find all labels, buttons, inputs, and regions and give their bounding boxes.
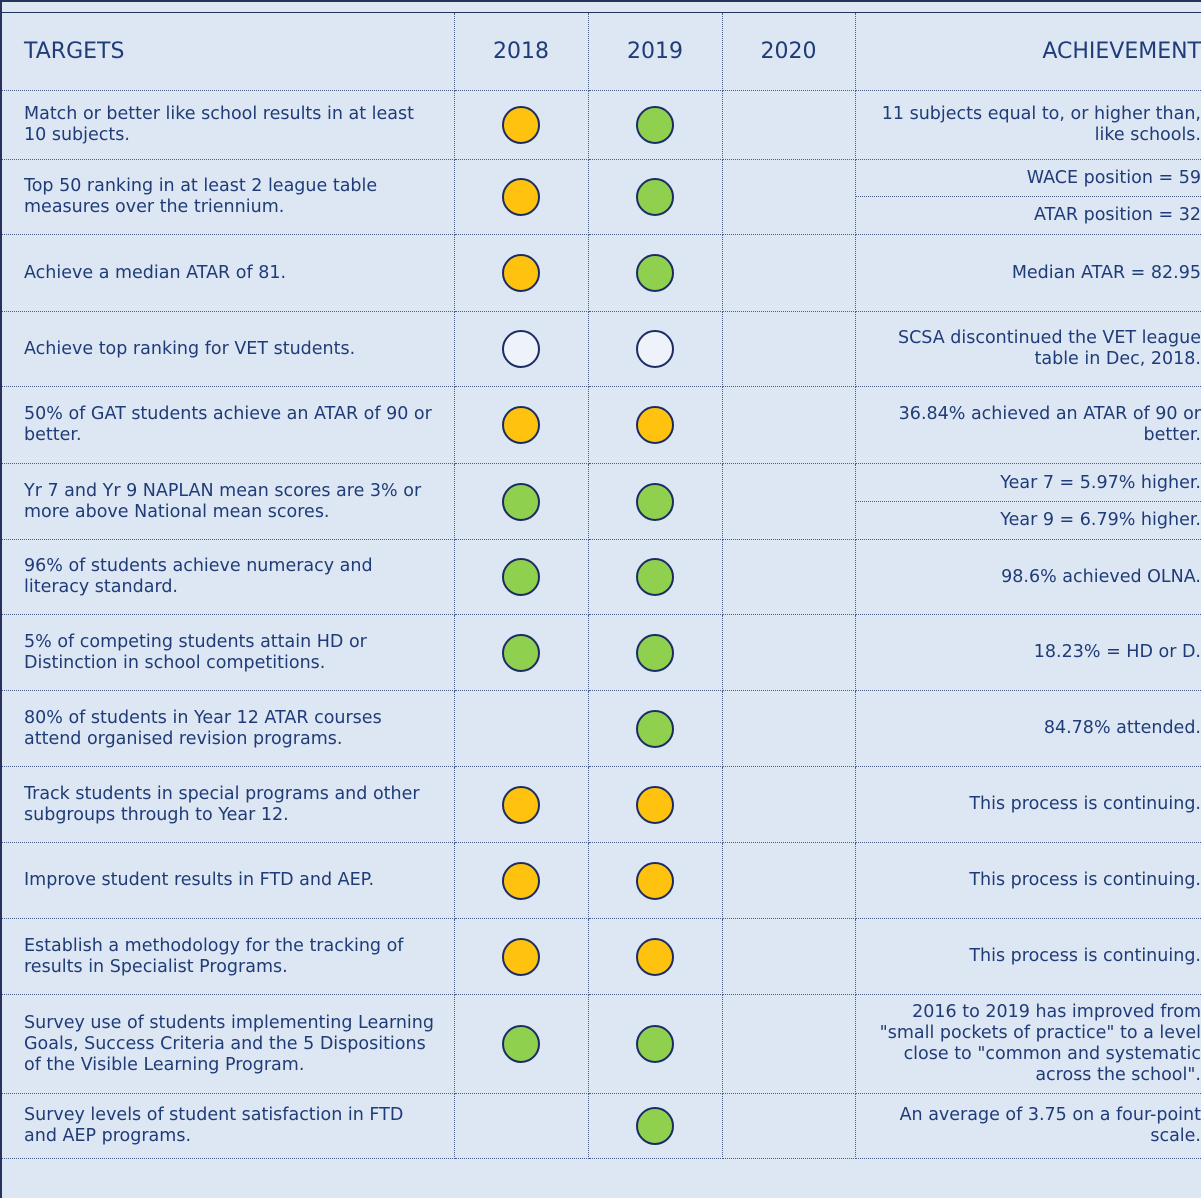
status-cell-2019 [588, 540, 722, 615]
status-amber-circle-icon [502, 254, 540, 292]
status-cell-2020 [722, 767, 855, 843]
target-text: 96% of students achieve numeracy and literacy standard. [2, 540, 454, 615]
achievement-text: 98.6% achieved OLNA. [1001, 566, 1201, 587]
status-cell-2019 [588, 919, 722, 995]
status-cell-2018 [454, 919, 588, 995]
achievement-cell [855, 995, 1201, 1094]
status-green-circle-icon [636, 710, 674, 748]
table-body [2, 91, 1201, 1159]
header-2019: 2019 [588, 13, 722, 91]
status-cell-2019 [588, 767, 722, 843]
status-cell-2020 [722, 160, 855, 235]
target-text: Track students in special programs and other subgroups through to Year 12. [2, 767, 454, 843]
status-green-circle-icon [636, 178, 674, 216]
achievement-cell [855, 691, 1201, 767]
status-green-circle-icon [636, 106, 674, 144]
target-text: Establish a methodology for the tracking of results in Specialist Programs. [2, 919, 454, 995]
table-row [2, 767, 1201, 843]
status-cell-2020 [722, 91, 855, 160]
status-cell-2020 [722, 843, 855, 919]
achievement-cell [855, 464, 1201, 540]
status-cell-2018 [454, 312, 588, 387]
table-row [2, 919, 1201, 995]
status-cell-2019 [588, 91, 722, 160]
status-cell-2019 [588, 312, 722, 387]
achievement-text: This process is continuing. [969, 946, 1201, 966]
status-green-circle-icon [636, 634, 674, 672]
status-cell-2020 [722, 312, 855, 387]
achievement-cell [855, 540, 1201, 615]
status-amber-circle-icon [502, 786, 540, 824]
table-row [2, 91, 1201, 160]
achievement-cell [855, 91, 1201, 160]
achievement-text: Median ATAR = 82.95 [1011, 262, 1201, 283]
target-text: 80% of students in Year 12 ATAR courses attend organised revision programs. [2, 691, 454, 767]
status-amber-circle-icon [502, 178, 540, 216]
status-cell-2018 [454, 767, 588, 843]
table-row [2, 160, 1201, 235]
status-cell-2018 [454, 387, 588, 464]
status-green-circle-icon [502, 1025, 540, 1063]
achievement-cell [855, 767, 1201, 843]
status-cell-2018 [454, 691, 588, 767]
achievement-cell [855, 160, 1201, 235]
status-cell-2020 [722, 615, 855, 691]
status-amber-circle-icon [502, 938, 540, 976]
header-2020: 2020 [722, 13, 855, 91]
status-cell-2018 [454, 615, 588, 691]
achievement-text: WACE position = 59 [856, 160, 1201, 197]
status-green-circle-icon [502, 558, 540, 596]
status-cell-2018 [454, 160, 588, 235]
status-cell-2020 [722, 235, 855, 312]
table-row [2, 615, 1201, 691]
achievement-text: 84.78% attended. [1043, 718, 1201, 738]
status-green-circle-icon [502, 634, 540, 672]
status-cell-2020 [722, 995, 855, 1094]
target-text: Achieve top ranking for VET students. [2, 312, 454, 387]
status-green-circle-icon [636, 1025, 674, 1063]
status-cell-2018 [454, 1094, 588, 1159]
target-text: Achieve a median ATAR of 81. [2, 235, 454, 312]
status-cell-2020 [722, 919, 855, 995]
target-text: Survey levels of student satisfaction in FTD and AEP programs. [2, 1094, 454, 1159]
table-row [2, 235, 1201, 312]
status-amber-circle-icon [636, 938, 674, 976]
achievement-text: ATAR position = 32 [1033, 205, 1201, 225]
top-band [2, 2, 1201, 13]
status-cell-2019 [588, 235, 722, 312]
status-blank-circle-icon [502, 330, 540, 368]
achievement-text: Year 7 = 5.97% higher. [856, 465, 1201, 502]
table-row [2, 995, 1201, 1094]
status-cell-2020 [722, 540, 855, 615]
status-amber-circle-icon [636, 786, 674, 824]
status-cell-2018 [454, 995, 588, 1094]
table-row [2, 1094, 1201, 1159]
achievement-cell [855, 615, 1201, 691]
status-green-circle-icon [636, 558, 674, 596]
status-cell-2018 [454, 843, 588, 919]
header-row [2, 13, 1201, 91]
status-green-circle-icon [636, 254, 674, 292]
achievement-cell [855, 1094, 1201, 1159]
status-green-circle-icon [636, 1107, 674, 1145]
table-row [2, 387, 1201, 464]
status-cell-2019 [588, 843, 722, 919]
status-cell-2019 [588, 464, 722, 540]
achievement-text: An average of 3.75 on a four-point scale. [899, 1105, 1201, 1146]
table-row [2, 540, 1201, 615]
status-cell-2019 [588, 1094, 722, 1159]
table-row [2, 691, 1201, 767]
target-text: Improve student results in FTD and AEP. [2, 843, 454, 919]
status-amber-circle-icon [636, 862, 674, 900]
header-2018: 2018 [454, 13, 588, 91]
achievement-text: 2016 to 2019 has improved from "small pockets of practice" to a level close to "common and systematic across the school". [879, 1002, 1201, 1085]
status-amber-circle-icon [502, 106, 540, 144]
table-row [2, 843, 1201, 919]
achievement-cell [855, 235, 1201, 312]
achievement-cell [855, 843, 1201, 919]
status-cell-2020 [722, 691, 855, 767]
achievement-text: This process is continuing. [969, 870, 1201, 890]
status-cell-2018 [454, 91, 588, 160]
status-cell-2018 [454, 235, 588, 312]
target-text: Yr 7 and Yr 9 NAPLAN mean scores are 3% or more above National mean scores. [2, 464, 454, 540]
status-cell-2020 [722, 464, 855, 540]
achievement-text: This process is continuing. [969, 794, 1201, 814]
target-text: 5% of competing students attain HD or Distinction in school competitions. [2, 615, 454, 691]
status-cell-2019 [588, 691, 722, 767]
status-amber-circle-icon [502, 862, 540, 900]
achievement-cell [855, 312, 1201, 387]
achievement-text: Year 9 = 6.79% higher. [1000, 509, 1201, 530]
status-cell-2020 [722, 387, 855, 464]
achievement-text: SCSA discontinued the VET league table in Dec, 2018. [897, 328, 1201, 369]
achievement-cell [855, 387, 1201, 464]
status-cell-2019 [588, 995, 722, 1094]
achievement-text: 11 subjects equal to, or higher than, like schools. [881, 104, 1201, 145]
status-cell-2018 [454, 540, 588, 615]
status-cell-2019 [588, 387, 722, 464]
table-row [2, 312, 1201, 387]
status-green-circle-icon [636, 483, 674, 521]
achievement-text: 36.84% achieved an ATAR of 90 or better. [898, 404, 1201, 445]
status-cell-2019 [588, 160, 722, 235]
header-achievement: ACHIEVEMENT [855, 13, 1201, 91]
target-text: Survey use of students implementing Learning Goals, Success Criteria and the 5 Dispositions of the Visible Learning Program. [2, 995, 454, 1094]
targets-table [2, 13, 1201, 1159]
target-text: 50% of GAT students achieve an ATAR of 90 or better. [2, 387, 454, 464]
header-targets: TARGETS [2, 13, 454, 91]
status-amber-circle-icon [636, 406, 674, 444]
status-green-circle-icon [502, 483, 540, 521]
table-row [2, 464, 1201, 540]
target-text: Top 50 ranking in at least 2 league table measures over the triennium. [2, 160, 454, 235]
status-cell-2019 [588, 615, 722, 691]
status-cell-2018 [454, 464, 588, 540]
status-cell-2020 [722, 1094, 855, 1159]
achievement-cell [855, 919, 1201, 995]
status-blank-circle-icon [636, 330, 674, 368]
achievement-text: 18.23% = HD or D. [1033, 642, 1201, 662]
target-text: Match or better like school results in at least 10 subjects. [2, 91, 454, 160]
status-amber-circle-icon [502, 406, 540, 444]
